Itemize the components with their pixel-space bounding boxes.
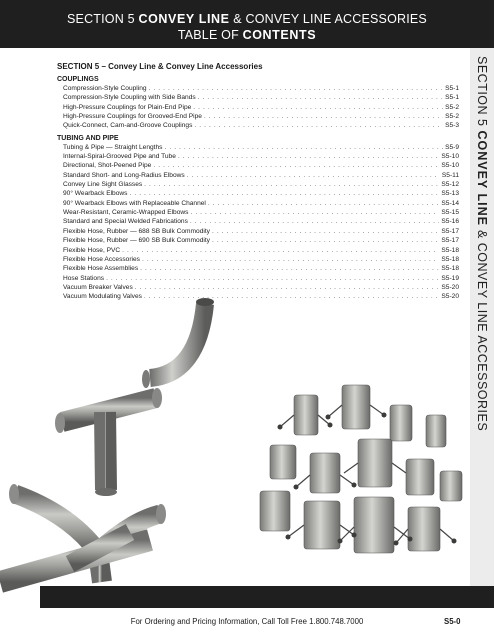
dot-leader	[140, 264, 439, 273]
section-title-bold: CONVEY LINE	[138, 12, 230, 26]
toc-entry-page: S5-13	[441, 190, 459, 198]
dot-leader	[142, 255, 439, 264]
side-tab-prefix: SECTION 5	[475, 56, 489, 131]
toc-heading-prefix: TABLE OF	[177, 28, 243, 42]
dot-leader	[198, 93, 443, 102]
toc-entry-page: S5-10	[441, 153, 459, 161]
toc-entry-title: Flexible Hose Accessories	[63, 255, 140, 263]
toc-entry[interactable]	[57, 246, 459, 255]
toc-entry-title: Tubing & Pipe — Straight Lengths	[63, 143, 163, 151]
toc-entry-page: S5-3	[445, 122, 459, 130]
toc-entry[interactable]	[57, 112, 459, 121]
toc-entry-page: S5-14	[441, 199, 459, 207]
page-header	[0, 0, 494, 48]
toc-entry-page: S5-9	[445, 143, 459, 151]
toc-groups	[57, 76, 459, 302]
toc-entry-title: Directional, Shot-Peened Pipe	[63, 162, 152, 170]
toc-entry-page: S5-1	[445, 85, 459, 92]
side-tab-suffix: & CONVEY LINE ACCESSORIES	[475, 225, 489, 432]
toc-entry-title: Convey Line Sight Glasses	[63, 181, 143, 189]
dot-leader	[144, 180, 439, 189]
toc-entry-page: S5-2	[445, 103, 459, 111]
dot-leader	[129, 189, 439, 198]
toc-entry-page: S5-18	[441, 265, 459, 273]
dot-leader	[212, 236, 439, 245]
dot-leader	[208, 199, 439, 208]
toc-entry-page: S5-18	[441, 255, 459, 263]
toc-entry-page: S5-17	[441, 237, 459, 245]
dot-leader	[153, 161, 439, 170]
couplings-photo	[250, 375, 470, 575]
dot-leader	[187, 171, 440, 180]
toc-entry-page: S5-2	[445, 113, 459, 121]
toc-entry[interactable]	[57, 152, 459, 161]
toc-entry[interactable]	[57, 236, 459, 245]
dot-leader	[193, 103, 443, 112]
toc-entry[interactable]	[57, 255, 459, 264]
toc-entry[interactable]	[57, 180, 459, 189]
toc-entry-page: S5-20	[441, 283, 459, 291]
toc-entry[interactable]	[57, 171, 459, 180]
toc-entry-title: Flexible Hose Assemblies	[63, 265, 139, 273]
side-tab-label	[475, 56, 489, 431]
page-number: S5-0	[444, 617, 461, 626]
dot-leader	[178, 152, 439, 161]
toc-entry-title: Quick-Connect, Cam-and-Groove Couplings	[63, 122, 193, 130]
toc-entry-title: High-Pressure Couplings for Grooved-End Pipe	[63, 113, 202, 121]
toc-entry-title: Flexible Hose, Rubber — 688 SB Bulk Commodity	[63, 227, 210, 235]
toc-title: SECTION 5 – Convey Line & Convey Line Accessories	[57, 62, 263, 71]
toc-entry[interactable]	[57, 264, 459, 273]
toc-entry[interactable]	[57, 84, 459, 93]
side-tab-bold: CONVEY LINE	[475, 130, 489, 226]
toc-entry-page: S5-10	[441, 162, 459, 170]
toc-entry-title: Standard and Special Welded Fabrications	[63, 218, 188, 226]
footer-ordering-info: For Ordering and Pricing Information, Call Toll Free 1.800.748.7000	[130, 617, 364, 626]
toc-entry-page: S5-18	[441, 246, 459, 254]
section-title-suffix: & CONVEY LINE ACCESSORIES	[229, 12, 427, 26]
toc-entry[interactable]	[57, 121, 459, 130]
toc-entry-page: S5-19	[441, 274, 459, 282]
toc-entry-title: Flexible Hose, Rubber — 690 SB Bulk Commodity	[63, 237, 210, 245]
toc-entry[interactable]	[57, 208, 459, 217]
toc-entry-title: Flexible Hose, PVC	[63, 246, 121, 254]
toc-entry[interactable]	[57, 103, 459, 112]
footer-bar	[40, 586, 494, 608]
dot-leader	[204, 112, 443, 121]
toc-entry-title: 90° Wearback Elbows with Replaceable Channel	[63, 199, 206, 207]
toc-entry-title: Wear-Resistant, Ceramic-Wrapped Elbows	[63, 209, 189, 217]
toc-entry[interactable]	[57, 189, 459, 198]
toc-entry-title: Hose Stations	[63, 274, 105, 282]
table-of-contents	[57, 62, 459, 302]
section-title-prefix: SECTION 5	[67, 12, 139, 26]
toc-entry-title: Compression-Style Coupling	[63, 85, 147, 92]
toc-entry-title: 90° Wearback Elbows	[63, 190, 128, 198]
toc-entry-page: S5-12	[441, 181, 459, 189]
toc-entry-title: Compression-Style Coupling with Side Bands	[63, 94, 196, 102]
toc-entry-title: High-Pressure Couplings for Plain-End Pipe	[63, 103, 192, 111]
pipe-fittings-photo	[0, 282, 260, 602]
toc-group-heading: TUBING AND PIPE	[57, 134, 119, 142]
toc-entry-title: Vacuum Modulating Valves	[63, 293, 142, 301]
toc-entry-title: Vacuum Breaker Valves	[63, 283, 133, 291]
toc-entry[interactable]	[57, 161, 459, 170]
dot-leader	[190, 208, 439, 217]
dot-leader	[164, 143, 443, 152]
toc-heading-bold: CONTENTS	[242, 28, 317, 42]
toc-entry[interactable]	[57, 217, 459, 226]
toc-entry[interactable]	[57, 93, 459, 102]
toc-entry[interactable]	[57, 227, 459, 236]
dot-leader	[149, 84, 444, 93]
dot-leader	[190, 217, 440, 226]
toc-entry-page: S5-16	[441, 218, 459, 226]
toc-entry[interactable]	[57, 143, 459, 152]
dot-leader	[122, 246, 439, 255]
toc-entry-title: Standard Short- and Long-Radius Elbows	[63, 171, 185, 179]
toc-entry-page: S5-15	[441, 209, 459, 217]
toc-entry[interactable]	[57, 199, 459, 208]
dot-leader	[212, 227, 439, 236]
toc-entry-page: S5-1	[445, 94, 459, 102]
toc-entry-page: S5-20	[441, 293, 459, 301]
toc-entry-page: S5-11	[441, 171, 459, 179]
section-title	[0, 12, 494, 26]
toc-group-heading: COUPLINGS	[57, 76, 99, 83]
toc-entry-title: Internal-Spiral-Grooved Pipe and Tube	[63, 153, 176, 161]
toc-heading	[0, 28, 494, 42]
toc-entry-page: S5-17	[441, 227, 459, 235]
dot-leader	[194, 121, 443, 130]
